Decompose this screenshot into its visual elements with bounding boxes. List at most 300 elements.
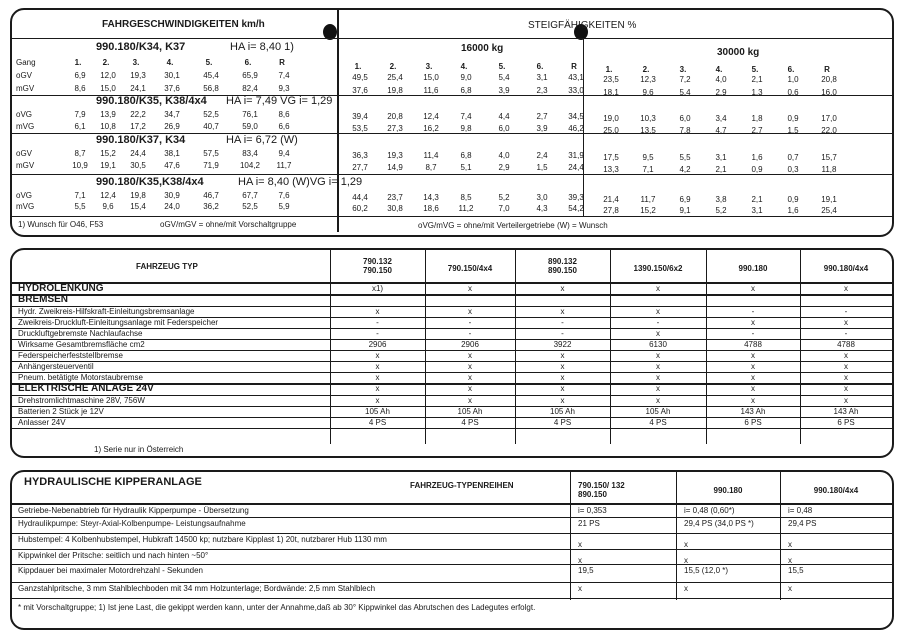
speed-value: 7,6	[278, 191, 290, 200]
table-rule	[676, 472, 677, 600]
gear-header: 2.	[642, 65, 650, 74]
gradeability-value: 13,3	[603, 165, 619, 174]
gradeability-value: 6,8	[460, 86, 472, 95]
equipment-value: 4 PS	[461, 418, 479, 427]
gradeability-value: 39,3	[568, 193, 584, 202]
table-rule	[12, 372, 892, 373]
speed-value: 40,7	[203, 122, 219, 131]
gradeability-value: 27,3	[387, 124, 403, 133]
gear-header: 5.	[751, 65, 759, 74]
gradeability-value: 11,7	[640, 195, 656, 204]
tipper-spec-item: Hubstempel: 4 Kolbenhubstempel, Hubkraft 14500 kp; nutzbare Kipplast 1) 20t, nutzbarer Hub 1130 mm	[18, 535, 387, 544]
variant-axle-ratio: HA i= 8,40 (W)VG i= 1,29	[238, 176, 363, 188]
speed-value: 9,6	[102, 202, 114, 211]
gradeability-value: 1,5	[787, 126, 799, 135]
gradeability-value: 3,8	[715, 195, 727, 204]
gradeability-value: 14,9	[387, 163, 403, 172]
equipment-value: 3922	[553, 340, 572, 349]
speed-value: 15,0	[100, 84, 116, 93]
speed-value: 26,9	[164, 122, 180, 131]
tipper-spec-item: Hydraulikpumpe: Steyr-Axial-Kolbenpumpe- Leistungsaufnahme	[18, 519, 246, 528]
equipment-value: -	[751, 307, 755, 316]
gradeability-value: 23,5	[603, 75, 619, 84]
tipper-spec-value: i= 0,48 (0,60*)	[684, 506, 735, 515]
gradeability-value: 9,0	[460, 73, 472, 82]
tipper-spec-item: Getriebe-Nebenabtrieb für Hydraulik Kipperpumpe - Übersetzung	[18, 506, 249, 515]
gear-header: 4.	[460, 62, 468, 71]
table-rule	[780, 472, 781, 600]
gradeability-value: 1,5	[536, 163, 548, 172]
gradeability-value: 2,1	[715, 165, 727, 174]
table-rule	[12, 428, 892, 429]
equipment-value: x	[656, 362, 660, 371]
speed-value: 8,6	[74, 84, 86, 93]
gear-header: 6.	[536, 62, 544, 71]
weight-label-30000: 30000 kg	[717, 47, 760, 58]
tipper-spec-value: 15,5	[788, 566, 804, 575]
equipment-value: x	[560, 284, 565, 293]
table-rule	[12, 517, 892, 518]
equipment-item: Hydr. Zweikreis-Hilfskraft-Einleitungsbremsanlage	[18, 307, 195, 316]
speed-value: 9,4	[278, 149, 290, 158]
row-label: mGV	[16, 84, 35, 93]
section-title: HYDRAULISCHE KIPPERANLAGE	[24, 476, 202, 488]
gear-header: 4.	[715, 65, 723, 74]
gradeability-value: 44,4	[352, 193, 368, 202]
gradeability-value: 3,9	[536, 124, 548, 133]
gradeability-value: 7,8	[679, 126, 691, 135]
gradeability-value: 25,4	[387, 73, 403, 82]
tipper-spec-item: Ganzstahlpritsche, 3 mm Stahlblechboden mit 34 mm Holzunterlage; Bordwände: 2,5 mm Stahlblech	[18, 584, 376, 593]
tipper-spec-value: 19,5	[578, 566, 594, 575]
speed-value: 17,2	[130, 122, 146, 131]
equipment-value: 105 Ah	[365, 407, 390, 416]
tipper-spec-value: 29,4 PS	[788, 519, 817, 528]
equipment-value: x	[751, 396, 755, 405]
equipment-item: Wirksame Gesamtbremsfläche cm2	[18, 340, 145, 349]
speed-value: 6,9	[74, 71, 86, 80]
equipment-value: -	[376, 318, 379, 327]
gradeability-value: 36,3	[352, 151, 368, 160]
gradeability-value: 49,5	[352, 73, 368, 82]
table-rule	[12, 294, 892, 296]
tipper-spec-value: x	[788, 556, 792, 565]
equipment-value: -	[656, 318, 660, 327]
gradeability-value: 15,2	[640, 206, 656, 215]
gradeability-value: 17,0	[821, 114, 837, 123]
gradeability-value: 13,5	[640, 126, 656, 135]
equipment-value: x	[656, 284, 660, 293]
equipment-value: 4788	[837, 340, 855, 349]
gradeability-value: 7,1	[642, 165, 654, 174]
speed-value: 46,7	[203, 191, 219, 200]
speed-value: 56,8	[203, 84, 219, 93]
equipment-value: 143 Ah	[833, 407, 859, 416]
tipper-spec-value: 29,4 PS (34,0 PS *)	[684, 519, 754, 528]
variant-axle-ratio: HA i= 8,40 1)	[230, 41, 294, 53]
gradeability-value: 60,2	[352, 204, 368, 213]
speed-value: 6,1	[74, 122, 86, 131]
equipment-value: 4788	[744, 340, 762, 349]
gradeability-value: 16,0	[821, 88, 837, 97]
gradeability-value: 9,8	[460, 124, 472, 133]
gradeability-value: 21,4	[603, 195, 619, 204]
equipment-value: x	[844, 362, 848, 371]
row-label: mVG	[16, 122, 35, 131]
equipment-value: x	[844, 373, 848, 382]
gradeability-value: 11,4	[423, 151, 439, 160]
variant-title: 990.180/K35,K38/4x4	[96, 176, 204, 188]
section-heading: ELEKTRISCHE ANLAGE 24V	[18, 383, 154, 394]
equipment-item: Pneum. betätigte Motorstaubremse	[18, 373, 143, 382]
gradeability-value: 4,0	[715, 75, 727, 84]
vehicle-type-header: 790.150/4x4	[447, 264, 493, 273]
gradeability-value: 2,7	[536, 112, 548, 121]
speed-value: 38,1	[164, 149, 180, 158]
speed-value: 67,7	[242, 191, 258, 200]
row-label: oVG	[16, 191, 33, 200]
speed-value: 5,9	[278, 202, 290, 211]
tipper-spec-value: x	[684, 584, 688, 593]
gradeability-value: 19,3	[387, 151, 403, 160]
equipment-item: Zweikreis-Druckluft-Einleitungsanlage mit Federspeicher	[18, 318, 219, 327]
equipment-value: x	[751, 284, 755, 293]
speed-value: 10,9	[72, 161, 88, 170]
gradeability-value: 0,7	[787, 153, 799, 162]
gear-header: 2.	[389, 62, 397, 71]
vehicle-type-header: 1390.150/6x2	[633, 264, 683, 273]
type-header-label: FAHRZEUG TYP	[136, 262, 198, 271]
equipment-value: x	[468, 396, 472, 405]
speed-value: 8,6	[278, 110, 290, 119]
table-rule	[12, 328, 892, 329]
speed-value: 7,4	[278, 71, 290, 80]
speed-value: 15,2	[100, 149, 116, 158]
equipment-value: x	[375, 351, 380, 360]
right-section-title: STEIGFÄHIGKEITEN %	[528, 20, 637, 31]
equipment-value: x	[468, 351, 472, 360]
gear-header: 1.	[354, 62, 362, 71]
speed-value: 104,2	[239, 161, 261, 170]
footnote: 1) Wunsch für O46, F53	[18, 220, 104, 229]
speed-value: 36,2	[203, 202, 219, 211]
table-rule	[12, 282, 892, 284]
vehicle-type-header: 990.180	[738, 264, 768, 273]
equipment-value: -	[844, 329, 848, 338]
gradeability-value: 43,1	[568, 73, 584, 82]
equipment-value: x	[844, 384, 848, 393]
equipment-value: 105 Ah	[645, 407, 671, 416]
tipper-spec-value: 21 PS	[578, 519, 600, 528]
tipper-spec-value: x	[684, 540, 688, 549]
variant-title: 990.180/K37, K34	[96, 134, 186, 146]
gradeability-value: 0,9	[751, 165, 763, 174]
row-label: oGV	[16, 71, 33, 80]
gradeability-value: 15,0	[423, 73, 439, 82]
speed-value: 83,4	[242, 149, 258, 158]
row-label: oGV	[16, 149, 33, 158]
gradeability-value: 3,1	[751, 206, 763, 215]
equipment-value: 6 PS	[744, 418, 762, 427]
gradeability-value: 12,4	[423, 112, 439, 121]
gear-header: 1.	[74, 58, 82, 67]
speed-value: 8,7	[74, 149, 86, 158]
equipment-value: x	[751, 362, 755, 371]
left-section-title: FAHRGESCHWINDIGKEITEN km/h	[102, 19, 265, 30]
speed-value: 12,0	[100, 71, 116, 80]
equipment-value: 2906	[368, 340, 387, 349]
speed-value: 76,1	[242, 110, 258, 119]
equipment-value: 4 PS	[368, 418, 387, 427]
gradeability-value: 18,1	[603, 88, 619, 97]
gradeability-value: 2,1	[751, 195, 763, 204]
speed-value: 5,5	[74, 202, 86, 211]
vehicle-type-header: 890.132 890.150	[548, 257, 577, 276]
gradeability-value: 9,1	[679, 206, 691, 215]
gradeability-value: 23,7	[387, 193, 403, 202]
gradeability-value: 5,2	[715, 206, 727, 215]
table-rule	[570, 472, 571, 600]
equipment-item: Drehstromlichtmaschine 28V, 756W	[18, 396, 145, 405]
equipment-value: x	[844, 351, 848, 360]
speed-value: 19,1	[100, 161, 116, 170]
gradeability-value: 30,8	[387, 204, 403, 213]
gear-header: 6.	[787, 65, 795, 74]
speed-value: 10,8	[100, 122, 116, 131]
gradeability-value: 25,4	[821, 206, 837, 215]
table-rule	[12, 549, 892, 550]
gradeability-value: 16,2	[423, 124, 439, 133]
equipment-value: x	[375, 307, 380, 316]
table-rule	[12, 216, 892, 217]
tipper-spec-value: x	[578, 540, 582, 549]
equipment-value: x	[656, 373, 660, 382]
gradeability-value: 0,6	[787, 88, 799, 97]
gradeability-value: 6,9	[679, 195, 691, 204]
speed-value: 15,4	[130, 202, 146, 211]
gear-header: R	[279, 58, 285, 67]
gear-header: 2.	[102, 58, 110, 67]
equipment-item: Anhängersteuerventil	[18, 362, 94, 371]
speed-value: 13,9	[100, 110, 116, 119]
speed-value: 9,3	[278, 84, 290, 93]
equipment-value: x	[656, 329, 660, 338]
speed-value: 30,1	[164, 71, 180, 80]
speed-value: 12,4	[100, 191, 116, 200]
tipper-type-header: 990.180	[713, 486, 743, 495]
gear-header: 6.	[244, 58, 252, 67]
gradeability-value: 24,4	[568, 163, 584, 172]
variant-title: 990.180/K35, K38/4x4	[96, 95, 207, 107]
gradeability-value: 7,0	[498, 204, 510, 213]
equipment-value: x	[468, 362, 472, 371]
tipper-spec-value: x	[684, 556, 688, 565]
equipment-value: x	[656, 307, 660, 316]
gear-header: 5.	[205, 58, 213, 67]
section-heading: BREMSEN	[18, 294, 69, 305]
equipment-value: x	[560, 373, 565, 382]
equipment-value: 105 Ah	[550, 407, 575, 416]
speed-value: 11,7	[276, 161, 292, 170]
gradeability-value: 2,9	[715, 88, 727, 97]
gradeability-value: 11,2	[458, 204, 474, 213]
gradeability-value: 7,4	[460, 112, 472, 121]
tipper-spec-value: x	[788, 540, 792, 549]
equipment-value: x	[844, 318, 848, 327]
speed-value: 52,5	[242, 202, 258, 211]
speed-value: 24,0	[164, 202, 180, 211]
gradeability-value: 4,0	[498, 151, 510, 160]
table-rule	[12, 564, 892, 565]
equipment-value: -	[751, 329, 755, 338]
equipment-value: x	[375, 373, 380, 382]
gradeability-value: 17,5	[603, 153, 619, 162]
speed-value: 52,5	[203, 110, 219, 119]
gradeability-value: 9,6	[642, 88, 654, 97]
equipment-item: Batterien 2 Stück je 12V	[18, 407, 104, 416]
gradeability-value: 8,7	[425, 163, 437, 172]
speed-value: 24,4	[130, 149, 146, 158]
equipment-value: x	[751, 373, 755, 382]
gear-header: 3.	[132, 58, 140, 67]
gradeability-value: 3,4	[715, 114, 727, 123]
gradeability-value: 1,3	[751, 88, 763, 97]
gear-header: 5.	[498, 62, 506, 71]
tipper-spec-value: i= 0,48	[788, 506, 813, 515]
speed-value: 24,1	[130, 84, 146, 93]
gradeability-value: 0,9	[787, 114, 799, 123]
gear-header: 1.	[605, 65, 613, 74]
vehicle-type-header: 990.180/4x4	[823, 264, 869, 273]
gradeability-value: 27,7	[352, 163, 368, 172]
weight-label-16000: 16000 kg	[461, 43, 504, 54]
gradeability-value: 54,2	[568, 204, 584, 213]
equipment-value: x	[375, 384, 380, 393]
table-rule	[12, 174, 892, 175]
table-rule	[12, 503, 892, 505]
gradeability-value: 3,9	[498, 86, 510, 95]
gradeability-value: 19,0	[603, 114, 619, 123]
equipment-value: x	[468, 373, 472, 382]
gradeability-value: 12,3	[640, 75, 656, 84]
table-rule	[12, 582, 892, 583]
equipment-value: 4 PS	[553, 418, 572, 427]
speed-value: 7,1	[74, 191, 86, 200]
equipment-value: -	[468, 329, 472, 338]
table-rule	[12, 361, 892, 362]
equipment-value: 6 PS	[837, 418, 855, 427]
gradeability-value: 6,0	[679, 114, 691, 123]
gradeability-value: 9,5	[642, 153, 654, 162]
row-label: mGV	[16, 161, 35, 170]
equipment-value: x	[375, 362, 380, 371]
gradeability-value: 22,0	[821, 126, 837, 135]
equipment-value: x	[560, 384, 565, 393]
table-rule	[12, 350, 892, 351]
speed-value: 82,4	[242, 84, 258, 93]
gradeability-value: 0,9	[787, 195, 799, 204]
gear-header: 3.	[679, 65, 687, 74]
gradeability-value: 20,8	[387, 112, 403, 121]
table-rule	[12, 38, 892, 39]
tipper-spec-value: i= 0,353	[578, 506, 607, 515]
gear-header: R	[824, 65, 830, 74]
speed-value: 22,2	[130, 110, 146, 119]
speed-value: 47,6	[164, 161, 180, 170]
table-rule	[337, 10, 339, 232]
tipper-spec-value: x	[788, 584, 792, 593]
tipper-spec-item: Kippwinkel der Pritsche: seitlich und nach hinten ~50°	[18, 551, 209, 560]
equipment-value: x	[468, 284, 472, 293]
gradeability-value: 4,4	[498, 112, 510, 121]
equipment-value: x	[468, 384, 472, 393]
gradeability-value: 6,8	[460, 151, 472, 160]
equipment-value: x	[656, 351, 660, 360]
equipment-value: x	[560, 351, 565, 360]
gradeability-value: 0,3	[787, 165, 799, 174]
gear-header: R	[571, 62, 577, 71]
gradeability-value: 7,2	[679, 75, 691, 84]
table-rule	[12, 533, 892, 534]
equipment-value: x	[656, 384, 660, 393]
gradeability-value: 20,8	[821, 75, 837, 84]
speed-value: 30,9	[164, 191, 180, 200]
gradeability-value: 53,5	[352, 124, 368, 133]
gradeability-value: 5,2	[498, 193, 510, 202]
gradeability-value: 11,6	[423, 86, 439, 95]
gradeability-value: 1,0	[787, 75, 799, 84]
equipment-value: 6130	[649, 340, 667, 349]
gradeability-value: 5,4	[498, 73, 510, 82]
speed-value: 45,4	[203, 71, 219, 80]
equipment-value: x	[844, 396, 848, 405]
gradeability-value: 8,5	[460, 193, 472, 202]
gradeability-value: 39,4	[352, 112, 368, 121]
equipment-value: x	[751, 384, 755, 393]
gradeability-value: 11,8	[821, 165, 837, 174]
gradeability-value: 3,1	[715, 153, 727, 162]
section-heading: HYDROLENKUNG	[18, 283, 104, 294]
speed-value: 34,7	[164, 110, 180, 119]
gradeability-value: 18,6	[423, 204, 439, 213]
tipper-type-header: 790.150/ 132 890.150	[578, 481, 625, 500]
equipment-item: Anlasser 24V	[18, 418, 66, 427]
gradeability-value: 5,5	[679, 153, 691, 162]
equipment-value: x	[751, 351, 755, 360]
gradeability-value: 2,9	[498, 163, 510, 172]
equipment-value: x1)	[371, 284, 384, 293]
speed-value: 59,0	[242, 122, 258, 131]
gradeability-value: 4,2	[679, 165, 691, 174]
equipment-value: x	[468, 307, 472, 316]
gradeability-value: 34,5	[568, 112, 584, 121]
equipment-value: x	[560, 396, 565, 405]
gradeability-value: 2,1	[751, 75, 763, 84]
speed-value: 19,3	[130, 71, 146, 80]
speed-value: 19,8	[130, 191, 146, 200]
equipment-value: -	[844, 307, 848, 316]
gradeability-value: 19,1	[821, 195, 837, 204]
footnote: oVG/mVG = ohne/mit Verteilergetriebe (W) = Wunsch	[418, 221, 608, 230]
tipper-spec-value: x	[578, 584, 582, 593]
gradeability-value: 46,2	[568, 124, 584, 133]
speed-value: 37,6	[164, 84, 180, 93]
gradeability-value: 33,0	[568, 86, 584, 95]
equipment-value: x	[560, 307, 565, 316]
gradeability-value: 4,3	[536, 204, 548, 213]
gradeability-value: 5,1	[460, 163, 472, 172]
equipment-item: Druckluftgebremste Nachlaufachse	[18, 329, 143, 338]
